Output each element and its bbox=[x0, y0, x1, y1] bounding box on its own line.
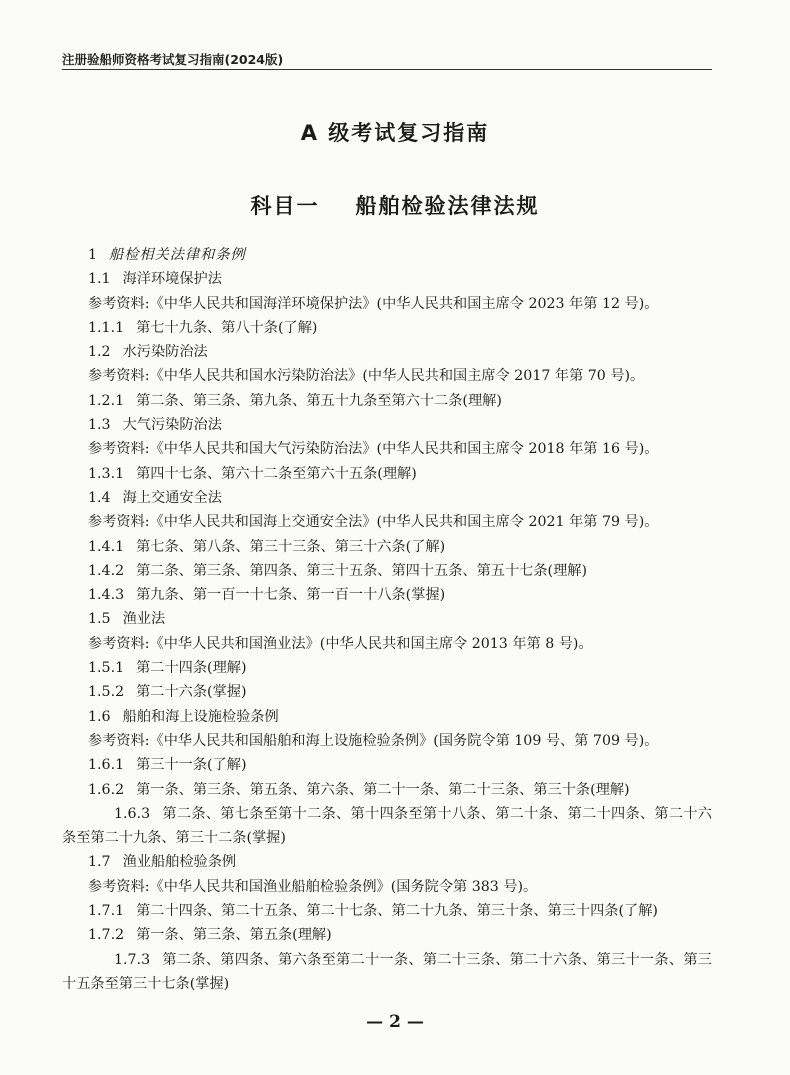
outline-item bbox=[88, 389, 712, 413]
item-text: 大气污染防治法 bbox=[122, 417, 222, 434]
item-text: 第二十四条(理解) bbox=[136, 660, 247, 677]
reference-line bbox=[88, 729, 712, 753]
item-text: 海洋环境保护法 bbox=[122, 271, 222, 288]
item-text: 第七条、第八条、第三十三条、第三十六条(了解) bbox=[136, 538, 446, 555]
item-text: 渔业法 bbox=[122, 611, 166, 628]
item-text: 参考资料:《中华人民共和国渔业法》(中华人民共和国主席令 2013 年第 8 号)。 bbox=[88, 635, 593, 652]
item-text: 参考资料:《中华人民共和国渔业船舶检验条例》(国务院令第 383 号)。 bbox=[88, 878, 538, 895]
item-text: 水污染防治法 bbox=[122, 344, 208, 361]
item-number: 1.7 bbox=[88, 854, 111, 871]
subject-name: 船舶检验法律法规 bbox=[355, 194, 540, 218]
outline-item bbox=[88, 486, 712, 510]
outline-item bbox=[88, 923, 712, 947]
item-text: 海上交通安全法 bbox=[122, 489, 222, 506]
subject-label: 科目一 bbox=[250, 194, 320, 218]
reference-line bbox=[88, 510, 712, 534]
item-number: 1.4.2 bbox=[88, 562, 125, 579]
item-number: 1.1 bbox=[88, 271, 111, 288]
item-number: 1.1.1 bbox=[88, 319, 125, 336]
item-number: 1.6.3 bbox=[114, 805, 151, 822]
item-text: 第一条、第三条、第五条(理解) bbox=[136, 927, 332, 944]
item-number: 1.4 bbox=[88, 489, 111, 506]
item-text: 参考资料:《中华人民共和国海洋环境保护法》(中华人民共和国主席令 2023 年第 12 号)。 bbox=[88, 295, 659, 312]
item-text: 第二十四条、第二十五条、第二十七条、第二十九条、第三十条、第三十四条(了解) bbox=[136, 903, 658, 920]
outline-item bbox=[62, 802, 712, 851]
item-number: 1.7.1 bbox=[88, 903, 125, 920]
item-text: 第二条、第三条、第九条、第五十九条至第六十二条(理解) bbox=[136, 392, 502, 409]
item-number: 1.5.2 bbox=[88, 684, 125, 701]
outline-item bbox=[88, 462, 712, 486]
outline-item bbox=[88, 559, 712, 583]
outline-item bbox=[88, 753, 712, 777]
item-number: 1.6.2 bbox=[88, 781, 125, 798]
outline-item bbox=[88, 267, 712, 291]
outline-item bbox=[88, 899, 712, 923]
outline-item bbox=[88, 705, 712, 729]
item-number: 1.3 bbox=[88, 417, 111, 434]
outline-item bbox=[88, 340, 712, 364]
item-text: 参考资料:《中华人民共和国海上交通安全法》(中华人民共和国主席令 2021 年第 79 号)。 bbox=[88, 514, 659, 531]
outline-item bbox=[88, 656, 712, 680]
item-text: 第四十七条、第六十二条至第六十五条(理解) bbox=[136, 465, 417, 482]
item-text: 第二条、第七条至第十二条、第十四条至第十八条、第二十条、第二十四条、第二十六条至第二十九条、第三十二条(掌握) bbox=[62, 805, 712, 847]
page-title: A 级考试复习指南 bbox=[300, 121, 490, 145]
outline-item bbox=[88, 778, 712, 802]
item-text: 船舶和海上设施检验条例 bbox=[122, 708, 279, 725]
item-text: 第二十六条(掌握) bbox=[136, 684, 247, 701]
running-header: 注册验船师资格考试复习指南(2024版) bbox=[62, 52, 284, 67]
item-number: 1.6 bbox=[88, 708, 111, 725]
item-text: 第一条、第三条、第五条、第六条、第二十一条、第二十三条、第三十条(理解) bbox=[136, 781, 630, 798]
header-rule bbox=[62, 69, 712, 70]
item-number: 1.7.2 bbox=[88, 927, 125, 944]
item-number: 1.5 bbox=[88, 611, 111, 628]
item-text: 第三十一条(了解) bbox=[136, 757, 247, 774]
item-text: 参考资料:《中华人民共和国水污染防治法》(中华人民共和国主席令 2017 年第 70 号)。 bbox=[88, 368, 645, 385]
reference-line bbox=[88, 437, 712, 461]
item-number: 1.4.1 bbox=[88, 538, 125, 555]
page-number: — 2 — bbox=[366, 1012, 424, 1032]
document-body bbox=[62, 243, 712, 996]
item-number: 1.6.1 bbox=[88, 757, 125, 774]
outline-item bbox=[88, 316, 712, 340]
item-number: 1.3.1 bbox=[88, 465, 125, 482]
section-heading bbox=[88, 243, 712, 267]
item-text: 渔业船舶检验条例 bbox=[122, 854, 237, 871]
item-number: 1.2 bbox=[88, 344, 111, 361]
reference-line bbox=[88, 292, 712, 316]
item-text: 第九条、第一百一十七条、第一百一十八条(掌握) bbox=[136, 587, 446, 604]
reference-line bbox=[88, 632, 712, 656]
reference-line bbox=[88, 364, 712, 388]
reference-line bbox=[88, 875, 712, 899]
outline-item bbox=[88, 680, 712, 704]
item-number: 1.2.1 bbox=[88, 392, 125, 409]
item-number: 1.5.1 bbox=[88, 660, 125, 677]
outline-item bbox=[88, 413, 712, 437]
outline-item bbox=[62, 948, 712, 997]
subject-title bbox=[0, 190, 790, 220]
item-text: 参考资料:《中华人民共和国船舶和海上设施检验条例》(国务院令第 109 号、第 709 号)。 bbox=[88, 732, 659, 749]
item-text: 第二条、第三条、第四条、第三十五条、第四十五条、第五十七条(理解) bbox=[136, 562, 587, 579]
item-text: 第二条、第四条、第六条至第二十一条、第二十三条、第二十六条、第三十一条、第三十五条至第三十七条(掌握) bbox=[62, 951, 712, 992]
outline-item bbox=[88, 583, 712, 607]
outline-item bbox=[88, 850, 712, 874]
item-number: 1.4.3 bbox=[88, 587, 125, 604]
item-text: 第七十九条、第八十条(了解) bbox=[136, 319, 318, 336]
outline-item bbox=[88, 535, 712, 559]
outline-item bbox=[88, 607, 712, 631]
item-number: 1 bbox=[88, 247, 98, 263]
item-number: 1.7.3 bbox=[114, 951, 151, 968]
item-text: 船检相关法律和条例 bbox=[109, 247, 246, 263]
item-text: 参考资料:《中华人民共和国大气污染防治法》(中华人民共和国主席令 2018 年第 16 号)。 bbox=[88, 441, 659, 458]
